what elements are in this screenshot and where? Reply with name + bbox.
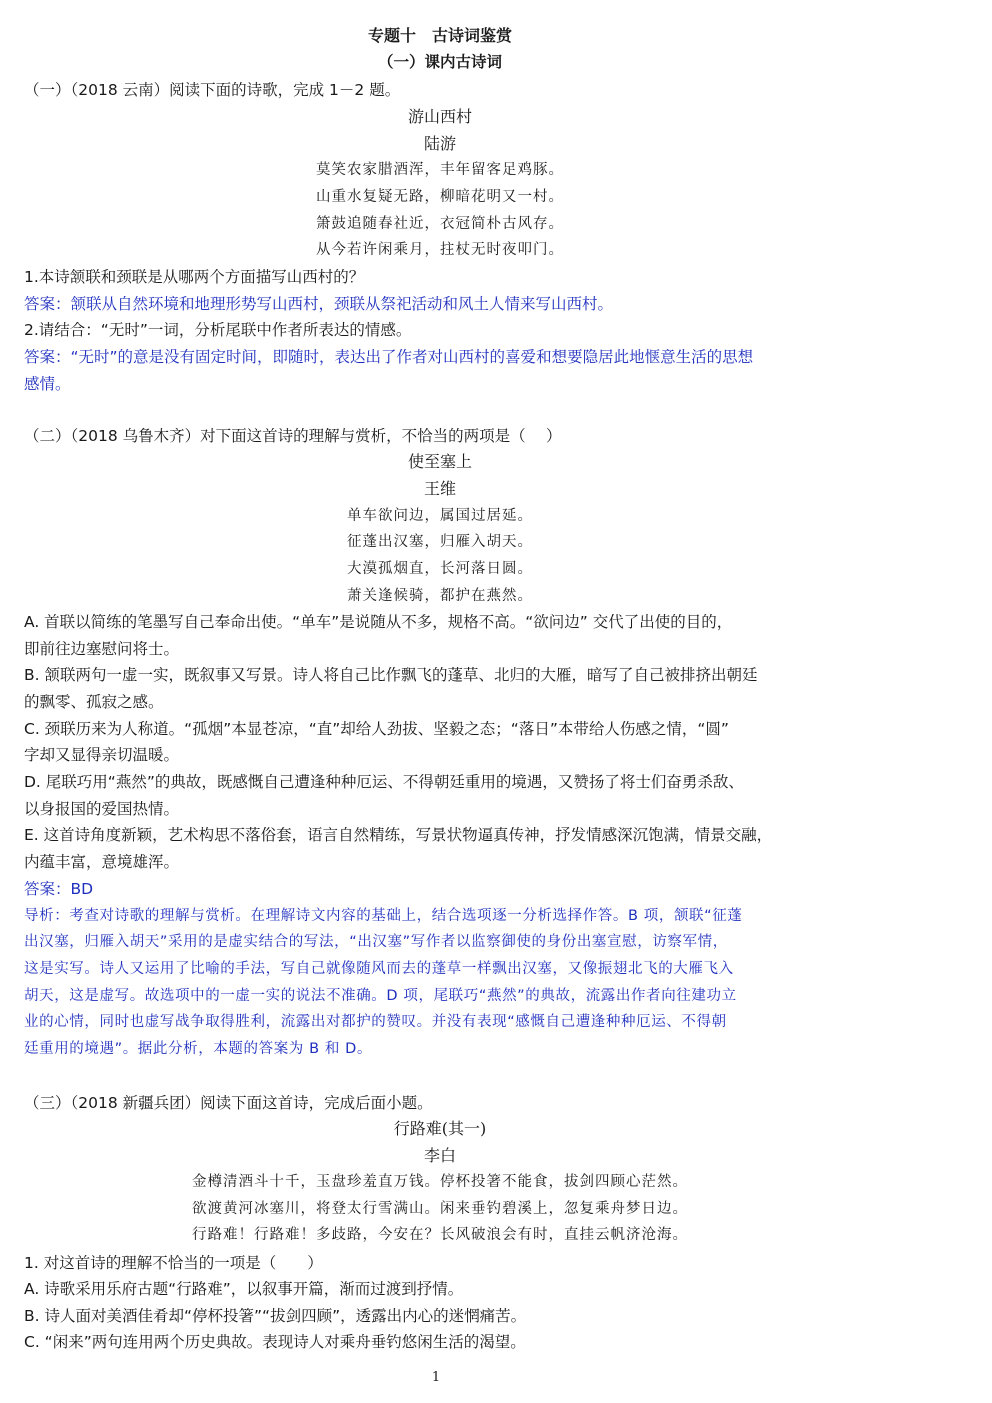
section1-answer-1: 答案：颔联从自然环境和地理形势写山西村，颈联从祭祀活动和风土人情来写山西村。 [24, 295, 614, 313]
section2-option-a: A. 首联以简练的笔墨写自己奉命出使。“单车”是说随从不多，规格不高。“欲问边” 交代了出使的目的， [24, 613, 733, 631]
section1-poem-line: 从今若许闲乘月，拄杖无时夜叩门。 [316, 242, 564, 258]
section3-option-b: B. 诗人面对美酒佳肴却“停杯投箸”“拔剑四顾”，透露出内心的迷惘痛苦。 [24, 1307, 527, 1325]
section1-question-1: 1.本诗颔联和颈联是从哪两个方面描写山西村的？ [24, 268, 365, 286]
section1-poem-line: 莫笑农家腊酒浑，丰年留客足鸡豚。 [316, 162, 564, 178]
section2-option-d: D. 尾联巧用“燕然”的典故，既感慨自己遭逢种种厄运、不得朝廷重用的境遇，又赞扬了将士们奋勇杀敌、 [24, 773, 744, 791]
document-subtitle: （一）课内古诗词 [377, 53, 502, 71]
section2-explanation-line: 导析：考查对诗歌的理解与赏析。在理解诗文内容的基础上，结合选项逐一分析选择作答。B 项，颔联“征蓬 [24, 908, 743, 924]
section3-poem-line: 欲渡黄河冰塞川，将登太行雪满山。闲来垂钓碧溪上，忽复乘舟梦日边。 [192, 1201, 688, 1217]
section2-explanation-line: 胡天，这是虚写。故选项中的一虚一实的说法不准确。D 项，尾联巧“燕然”的典故，流露出作者向往建功立 [24, 988, 737, 1004]
section2-poem-line: 萧关逢候骑，都护在燕然。 [347, 588, 533, 604]
section3-poem-title: 行路难(其一) [393, 1119, 487, 1138]
section2-poem-line: 征蓬出汉塞，归雁入胡天。 [347, 534, 533, 550]
section2-option-a-cont: 即前往边塞慰问将士。 [24, 640, 180, 658]
section3-question-1: 1. 对这首诗的理解不恰当的一项是（ ） [24, 1254, 323, 1272]
section2-option-b: B. 颔联两句一虚一实，既叙事又写景。诗人将自己比作飘飞的蓬草、北归的大雁，暗写了自己被排挤出朝廷 [24, 666, 758, 684]
section2-explanation-line: 廷重用的境遇”。据此分析，本题的答案为 B 和 D。 [24, 1041, 373, 1057]
section2-answer: 答案：BD [24, 880, 94, 898]
section2-intro: （二）（2018 乌鲁木齐）对下面这首诗的理解与赏析，不恰当的两项是（ ） [24, 427, 562, 445]
section1-poem-line: 山重水复疑无路，柳暗花明又一村。 [316, 189, 564, 205]
section1-question-2: 2.请结合：“无时”一词，分析尾联中作者所表达的情感。 [24, 321, 412, 339]
section2-poem-author: 王维 [423, 479, 456, 498]
section2-explanation-line: 出汉塞，归雁入胡天”采用的是虚实结合的写法，“出汉塞”写作者以监察御使的身份出塞宣慰，访察军情， [24, 934, 728, 950]
section2-poem-line: 大漠孤烟直，长河落日圆。 [347, 561, 533, 577]
section1-intro: （一）（2018 云南）阅读下面的诗歌，完成 1－2 题。 [24, 81, 401, 99]
section2-explanation-line: 这是实写。诗人又运用了比喻的手法，写自己就像随风而去的蓬草一样飘出汉塞，又像振翅北飞的大雁飞入 [24, 961, 734, 977]
section2-option-c-cont: 字却又显得亲切温暖。 [24, 746, 180, 764]
section2-option-e-cont: 内蕴丰富，意境雄浑。 [24, 853, 180, 871]
section1-poem-line: 箫鼓追随春社近，衣冠简朴古风存。 [316, 216, 564, 232]
section2-explanation-line: 业的心情，同时也虚写战争取得胜利，流露出对都护的赞叹。并没有表现“感慨自己遭逢种种厄运、不得朝 [24, 1014, 727, 1030]
section3-poem-line: 金樽清酒斗十千，玉盘珍羞直万钱。停杯投箸不能食，拔剑四顾心茫然。 [192, 1174, 688, 1190]
section3-option-c: C. “闲来”两句连用两个历史典故。表现诗人对乘舟垂钓悠闲生活的渴望。 [24, 1333, 526, 1351]
section3-intro: （三）（2018 新疆兵团）阅读下面这首诗，完成后面小题。 [24, 1094, 433, 1112]
section2-option-b-cont: 的飘零、孤寂之感。 [24, 693, 164, 711]
section3-poem-line: 行路难！行路难！多歧路，今安在？长风破浪会有时，直挂云帆济沧海。 [192, 1227, 688, 1243]
page-number: 1 [431, 1370, 441, 1385]
section2-poem-title: 使至塞上 [407, 452, 472, 471]
section1-poem-title: 游山西村 [407, 107, 472, 126]
section2-option-d-cont: 以身报国的爱国热情。 [24, 800, 180, 818]
section1-answer-2: 答案：“无时”的意是没有固定时间，即随时，表达出了作者对山西村的喜爱和想要隐居此地惬意生活的思想 [24, 348, 754, 366]
section2-option-c: C. 颈联历来为人称道。“孤烟”本显苍凉，“直”却给人劲拔、坚毅之态；“落日”本带给人伤感之情，“圆” [24, 720, 729, 738]
section1-answer-2-cont: 感情。 [24, 375, 71, 393]
section2-poem-line: 单车欲问边，属国过居延。 [347, 508, 533, 524]
section1-poem-author: 陆游 [423, 134, 456, 153]
section2-option-e: E. 这首诗角度新颖，艺术构思不落俗套，语言自然精练，写景状物逼真传神，抒发情感深沉饱满，情景交融， [24, 826, 773, 844]
document-title: 专题十 古诗词鉴赏 [367, 26, 512, 45]
section3-poem-author: 李白 [423, 1146, 456, 1165]
section3-option-a: A. 诗歌采用乐府古题“行路难”，以叙事开篇，渐而过渡到抒情。 [24, 1280, 464, 1298]
